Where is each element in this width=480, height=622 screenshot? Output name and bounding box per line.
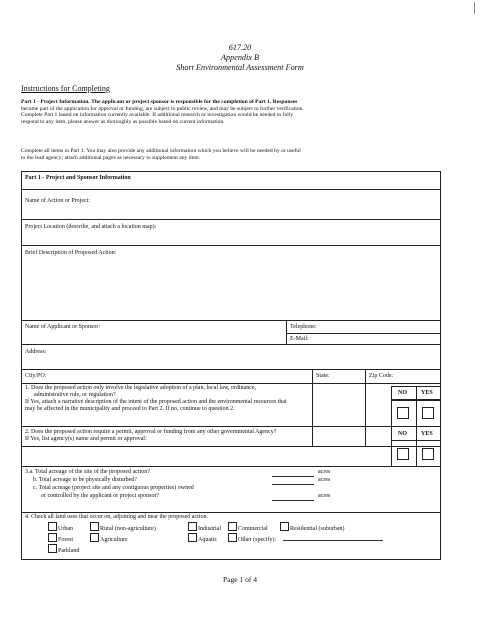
telephone-label: Telephone: [290,324,317,330]
form-title: Short Environmental Assessment Form [176,63,304,72]
zip-label: Zip Code: [369,373,394,379]
question-1-line-4: may be affected in the municipality and proceed to Part 2. If no, continue to question 2. [25,406,235,412]
urban-checkbox[interactable] [48,522,57,531]
residential-checkbox[interactable] [280,522,289,531]
q1-yes-checkbox[interactable] [422,407,434,419]
q2-yes-checkbox[interactable] [422,448,434,460]
acreage-site-field[interactable] [272,476,314,484]
project-location-label: Project Location (describe, and attach a location map): [25,224,157,230]
question-2-line-2: If Yes, list agency(s) name and permit or approval: [25,436,147,442]
question-3c-line-1: c. Total acreage (project site and any contiguous properties) owned [33,485,194,491]
aquatic-label: Aquatic [198,537,217,543]
acreage-disturbed-field[interactable] [272,484,314,492]
applicant-name-field[interactable] [23,331,283,342]
part1-label: Part 1 - Project Information. [21,99,90,105]
urban-label: Urban [58,526,73,532]
other-specify-field[interactable] [283,540,383,548]
part1-instruction-tail: Responses [272,99,298,105]
part1-instruction: The applicant or project sponsor is responsible for the completion of Part 1. [91,99,272,105]
project-name-field[interactable] [23,205,439,217]
question-2 [25,429,276,443]
state-label: State: [316,373,330,379]
land-use-rural[interactable] [90,522,156,533]
residential-label: Residential (suburban) [290,526,345,532]
instructions-line-3: Complete Part 1 based on information currently available. If additional research or investigation would be needed to fully [21,112,294,119]
land-use-agriculture[interactable] [90,533,128,544]
q2-no-label: NO [398,431,407,437]
project-name-label: Name of Action or Project: [25,198,90,204]
land-use-parkland[interactable] [48,544,79,555]
acres-unit-3b: acres [318,477,331,483]
q2-yes-label: YES [421,431,433,437]
instructions-line-5: Complete all items in Part 1. You may also provide any additional information which you believe will be needed by or useful [21,148,301,154]
land-use-urban[interactable] [48,522,73,533]
question-1-line-1: 1. Does the proposed action only involve the legislative adoption of a plan, local law, ordinance, [25,385,257,391]
question-1 [25,385,385,413]
applicant-name-label: Name of Applicant or Sponsor: [25,324,100,330]
acres-unit-3c: acres [318,493,331,499]
address-label: Address: [25,349,47,355]
instructions-heading: Instructions for Completing [21,84,110,93]
rural-label: Rural (non-agriculture) [100,526,156,532]
q1-no-label: NO [398,390,407,396]
brief-description-label: Brief Description of Proposed Action: [25,250,117,256]
forest-checkbox[interactable] [48,533,57,542]
q2-no-checkbox[interactable] [397,448,409,460]
question-2-line-1: 2. Does the proposed action require a permit, approval or funding from any other governmental Agency? [25,429,277,435]
question-1-line-3: If Yes, attach a narrative description of the intent of the proposed action and the environmental resources that [25,399,287,405]
land-use-industrial[interactable] [188,522,221,533]
industrial-label: Industrial [198,526,221,532]
land-use-commercial[interactable] [228,522,268,533]
other-label: Other (specify): [238,537,277,543]
aquatic-checkbox[interactable] [188,533,197,542]
rural-checkbox[interactable] [90,522,99,531]
commercial-label: Commercial [238,526,268,532]
instructions-line-6: to the lead agency; attach additional pages as necessary to supplement any item. [21,154,201,161]
industrial-checkbox[interactable] [188,522,197,531]
parkland-label: Parkland [58,548,80,554]
email-label: E-Mail: [290,336,309,342]
question-3a: 3.a. Total acreage of the site of the proposed action? [25,469,150,475]
question-3b: b. Total acreage to be physically disturbed? [33,477,137,483]
q1-no-checkbox[interactable] [397,407,409,419]
project-location-field[interactable] [23,231,439,243]
scan-edge-mark [474,2,475,14]
commercial-checkbox[interactable] [228,522,237,531]
question-3c-line-2: or controlled by the applicant or project sponsor? [41,493,160,499]
brief-description-field[interactable] [23,258,439,318]
page-number: Page 1 of 4 [223,575,257,584]
acres-unit-3a: acres [318,469,331,475]
parkland-checkbox[interactable] [48,544,57,553]
land-use-aquatic[interactable] [188,533,217,544]
instructions-paragraph-2 [21,148,461,161]
question-4: 4. Check all land uses that occur on, adjoining and near the proposed action. [25,514,208,520]
instructions-line-4: respond to any item, please answer as thoroughly as possible based on current information. [21,118,225,125]
instructions-line-2: become part of the application for approval or funding, are subject to public review, and may be subject to further verification. [21,105,304,112]
land-use-forest[interactable] [48,533,73,544]
address-field[interactable] [23,356,439,367]
question-1-line-2: administrative rule, or regulation? [34,392,116,398]
forest-label: Forest [58,537,73,543]
agriculture-label: Agriculture [100,537,128,543]
appendix-label: Appendix B [221,53,259,62]
section-number: 617.20 [228,43,252,52]
land-use-residential[interactable] [280,522,345,533]
q1-yes-label: YES [421,390,433,396]
land-use-other[interactable] [228,533,276,544]
city-label: City/PO: [25,373,47,379]
other-checkbox[interactable] [228,533,237,542]
acreage-controlled-field[interactable] [272,500,314,508]
part1-section-title: Part 1 - Project and Sponsor Information [25,175,131,181]
instructions-paragraph-1 [21,99,461,125]
agriculture-checkbox[interactable] [90,533,99,542]
